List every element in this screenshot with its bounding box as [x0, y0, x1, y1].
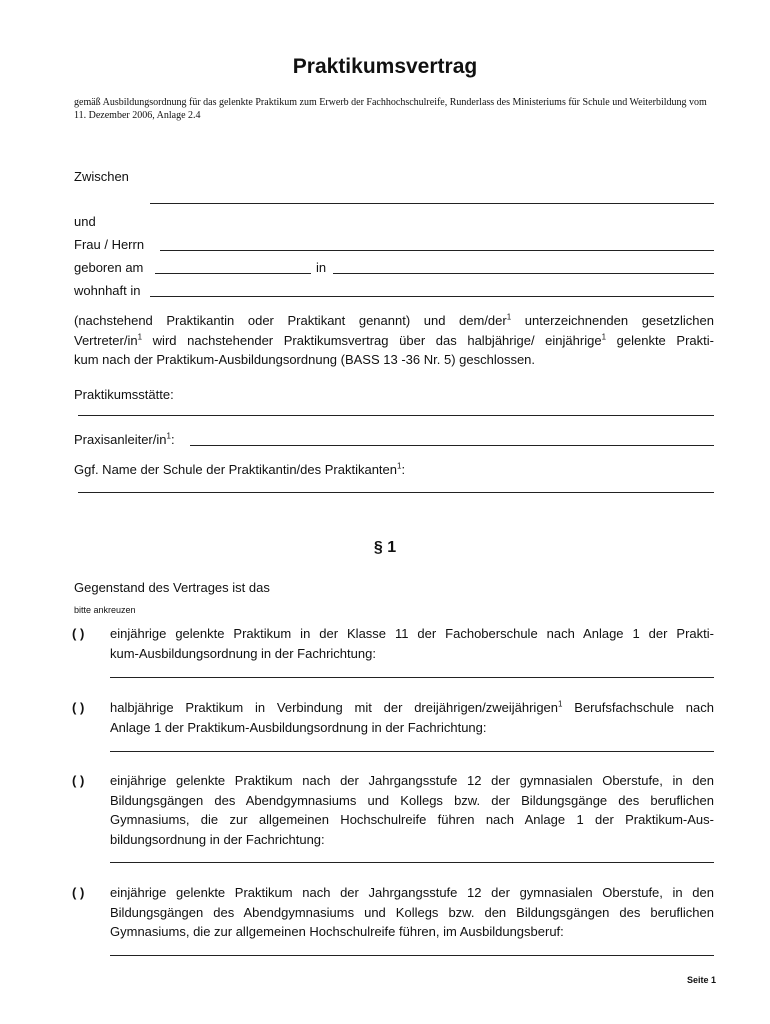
option-1-text: einjährige gelenkte Praktikum in der Klasse 11 der Fachoberschule nach Anlage 1 der Prakti- kum-Ausbildungsordnung in der Fachrichtung:: [110, 626, 714, 661]
option-4-line[interactable]: [110, 955, 714, 956]
option-4-text: einjährige gelenkte Praktikum nach der Jahrgangsstufe 12 der gymnasialen Oberstufe, in den Bildungsgängen des Abendgymnasiums und Kollegs bzw. den Bildungsgängen des beruflichen Gymnasiums, die zur allgemeinen Hochschulreife führen, im Ausbildungsberuf:: [110, 885, 714, 939]
geboren-in-label: in: [316, 260, 327, 275]
option-2-text: halbjährige Praktikum in Verbindung mit der dreijährigen/zweijährigen$^1$ Berufsfachschule nach Anlage 1 der Praktikum-Ausbildungsordnung in der Fachrichtung:: [110, 699, 714, 735]
subtitle: gemäß Ausbildungsordnung für das gelenkte Praktikum zum Erwerb der Fachhochschulreife, Runderlass des Ministeriums für Schule und Weiterbildung vom 11. Dezember 2006, Anlage 2.4: [74, 97, 707, 121]
frau-herr-line[interactable]: [160, 250, 714, 251]
geboren-in-line[interactable]: [333, 273, 714, 274]
section-heading: § 1: [373, 539, 397, 556]
page-number: Seite 1: [686, 975, 716, 985]
hint-text: bitte ankreuzen: [74, 605, 136, 615]
contract-paragraph: (nachstehend Praktikantin oder Praktikant genannt) und dem/der$^1$ unterzeichnenden gesetzlichen Vertreter/$in^1$ wird nachstehender Praktikumsvertrag über das halbjährige/ einjährige$^1$ gelenkte Prakti- kum nach der Praktikum-Ausbildungsordnung (BASS 13 -36 Nr. 5) geschlossen.: [74, 312, 714, 367]
geboren-am-line[interactable]: [155, 273, 311, 274]
page-title: Praktikumsvertrag: [292, 55, 478, 78]
section-intro: Gegenstand des Vertrages ist das: [74, 580, 270, 595]
option-4-checkbox[interactable]: ( ): [72, 885, 85, 900]
praxisanleiter-line[interactable]: [190, 445, 714, 446]
option-2-line[interactable]: [110, 751, 714, 752]
praktikumsstaette-label: Praktikumsstätte:: [74, 387, 174, 402]
schule-line[interactable]: [78, 492, 714, 493]
und-label: und: [74, 214, 96, 229]
option-3-line[interactable]: [110, 862, 714, 863]
frau-herr-label: Frau / Herrn: [74, 237, 145, 252]
zwischen-label: Zwischen: [74, 169, 129, 184]
zwischen-line[interactable]: [150, 203, 714, 204]
wohnhaft-line[interactable]: [150, 296, 714, 297]
geboren-am-label: geboren am: [74, 260, 144, 275]
option-3-text: einjährige gelenkte Praktikum nach der Jahrgangsstufe 12 der gymnasialen Oberstufe, in den Bildungsgängen des Abendgymnasiums und Kollegs bzw. der Bildungsgänge des beruflichen Gymnasiums, die zur allgemeinen Hochschulreife führen nach Anlage 1 der Praktikum-Aus- bildungsordnung in der Fachrichtung:: [110, 773, 714, 847]
schule-label: Ggf. Name der Schule der Praktikantin/des Praktikanten$^1$:: [74, 461, 406, 477]
option-3-checkbox[interactable]: ( ): [72, 773, 85, 788]
praktikumsstaette-line[interactable]: [78, 415, 714, 416]
option-2-checkbox[interactable]: ( ): [72, 700, 85, 715]
praxisanleiter-label: Praxisanleiter/$in^1$:: [74, 431, 175, 447]
option-1-line[interactable]: [110, 677, 714, 678]
wohnhaft-label: wohnhaft in: [74, 283, 141, 298]
option-1-checkbox[interactable]: ( ): [72, 626, 85, 641]
